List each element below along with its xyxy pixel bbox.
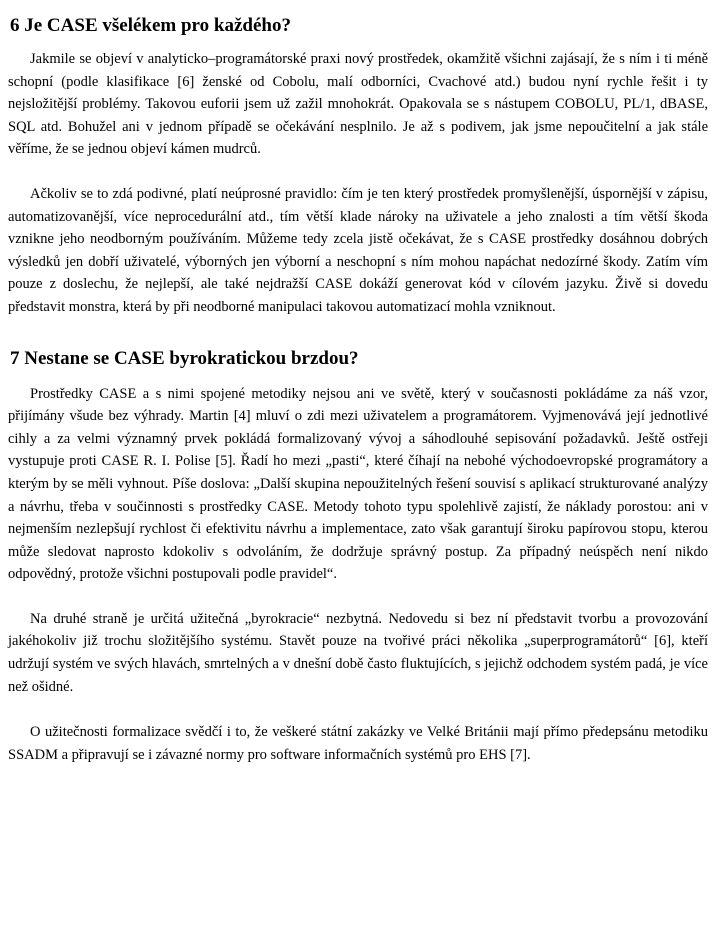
section-7-heading: 7 Nestane se CASE byrokratickou brzdou?: [10, 347, 359, 369]
section-7-paragraph-3: O užitečnosti formalizace svědčí i to, že veškeré státní zakázky ve Velké Británii mají přímo předepsánu metodiku SSADM a připravují se i závazné normy pro software informačních systémů pro EHS [7].: [8, 724, 708, 763]
section-7-paragraph-2: Na druhé straně je určitá užitečná „byrokracie“ nezbytná. Nedovedu si bez ní představit tvorbu a provozování jakéhokoliv již trochu složitějšího systému. Stavět pouze na tvořivé práci několika „superprogramátorů“ [6], kteří udržují systém ve svých hlavách, smrtelných a v dnešní době často fluktujících, s jejichž odchodem systém padá, je více než ošidné.: [8, 610, 708, 695]
section-6-paragraph-2: Ačkoliv se to zdá podivné, platí neúprosné pravidlo: čím je ten který prostředek promyšlenější, úspornější v zápisu, automatizovanější, více neprocedurální atd., tím větší klade nároky na uživatele a jeho znalosti a tím větší škoda vznikne jeho neodborným používáním. Můžeme tedy zcela jistě očekávat, že s CASE prostředky dosáhnou dobrých výsledků jen dobří uživatelé, výborných jen výborní a neschopní s ním mohou napáchat nedozírné škody. Zatím vím pouze z doslechu, že nejlepší, ale také nejdražší CASE dokáží generovat kód v cílovém jazyku. Živě si dovedu představit monstra, která by při neodborné manipulaci takovou automatizací mohla vzniknout.: [8, 185, 708, 315]
section-6-paragraph-1: Jakmile se objeví v analyticko–programátorské praxi nový prostředek, okamžitě všichni zajásají, že s ním i ti méně schopní (podle klasifikace [6] ženské od Cobolu, malí odborníci, Cvachové atd.) budou nyní rychle řešit i ty nejsložitější problémy. Takovou euforii jsem už zažil mnohokrát. Opakovala se s nástupem COBOLU, PL/1, dBASE, SQL atd. Bohužel ani v jednom případě se očekávání nesplnilo. Je až s podivem, jak jsme nepoučitelní a jak stále věříme, že se jednou objeví kámen mudrců.: [8, 51, 708, 158]
section-6-heading: 6 Je CASE všelékem pro každého?: [10, 15, 291, 36]
section-7-paragraph-1: Prostředky CASE a s nimi spojené metodiky nejsou ani ve světě, který v současnosti pokládáme za náš vzor, přijímány všude bez výhrady. Martin [4] mluví o zdi mezi uživatelem a programátorem. Vyjmenovává její jednotlivé cihly a za velmi významný prvek pokládá formalizovaný vývoj a sáhodlouhé sepisování požadavků. Ještě ostřeji vystupuje proti CASE R. I. Polise [5]. Řadí ho mezi „pasti“, které číhají na nebohé východoevropské programátory a kterým by se měli vyhnout. Píše doslova: „Další skupina nepoužitelných řešení souvisí s aplikací strukturované analýzy a návrhu, třeba v součinnosti s prostředky CASE. Metody tohoto typu spolehlivě zajistí, že náklady porostou: ani v nejmenším nezlepšují rychlost či efektivitu návrhu a implementace, zato však garantují široku papírovou stopu, kterou může sledovat naprosto kdokoliv s odvoláním, že dodržuje správný postup. Za případný neúspěch není nikdo odpovědný, protože všichni postupovali podle pravidel“.: [8, 385, 708, 583]
